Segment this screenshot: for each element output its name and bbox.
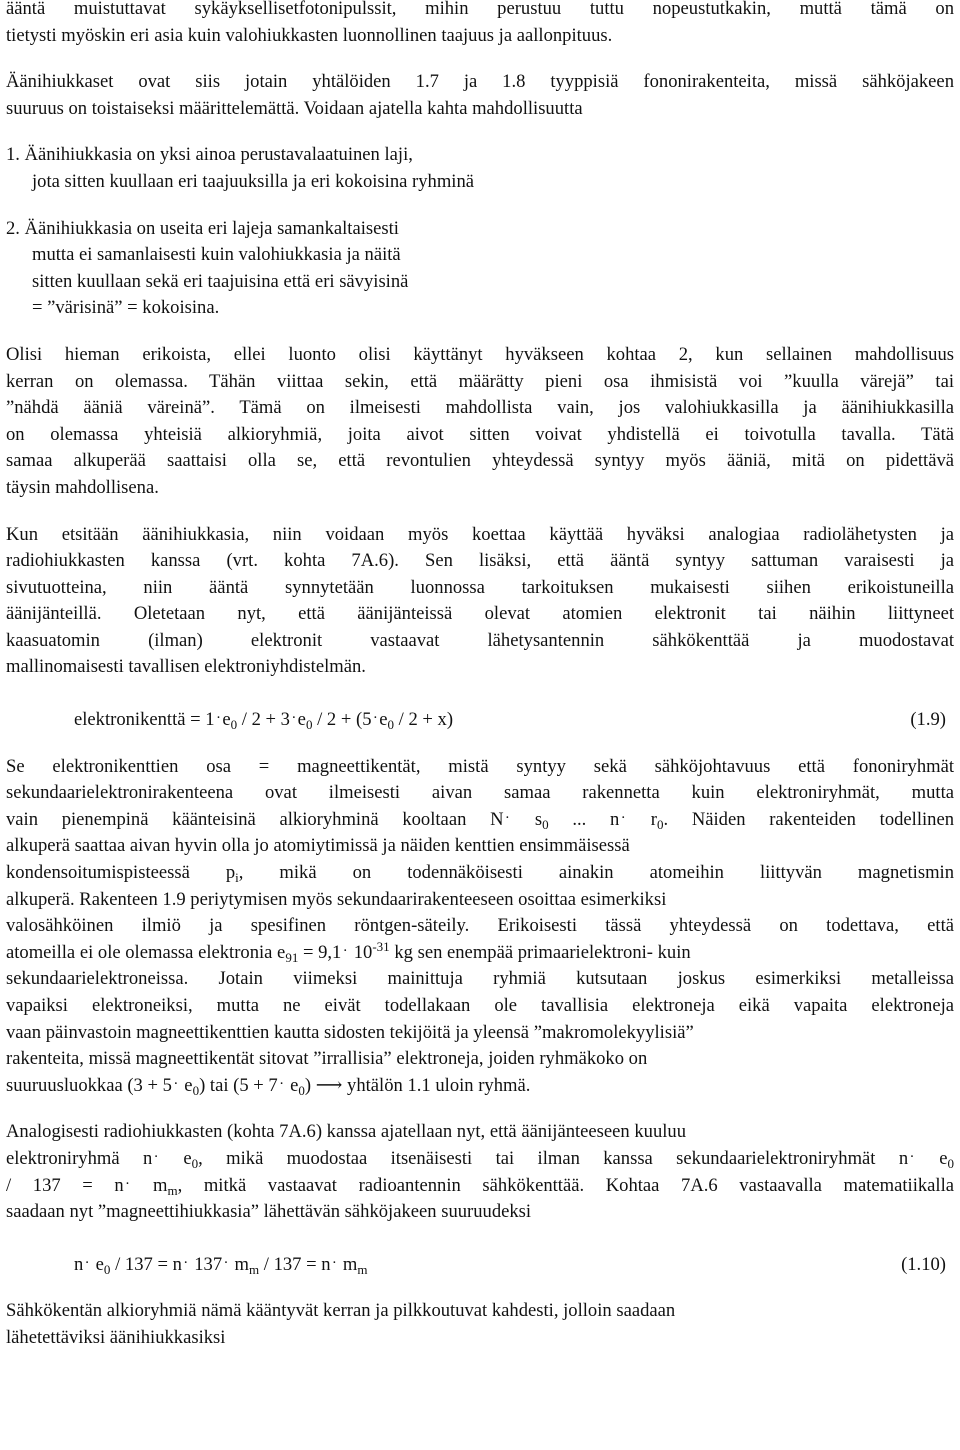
paragraph-phonon-structures — [6, 69, 954, 122]
text-line: mallinomaisesti tavallisen elektroniyhdistelmän. — [6, 656, 366, 678]
text-line: Analogisesti radiohiukkasten (kohta 7A.6) kanssa ajatellaan nyt, että äänijänteeseen kuuluu — [6, 1121, 687, 1143]
paragraph-radio-analogy — [6, 522, 954, 682]
text-line: täysin mahdollisena. — [6, 476, 159, 498]
text-line: vain pienempinä käänteisinä alkioryhminä kooltaan N . $s_0$ ... n . $r_0$. Näiden rakenteiden todellinen — [6, 806, 955, 832]
text-line: sivutuotteina, niin ääntä synnytetään luonnossa tarkoituksen mukaisesti siihen erikoistuneilla — [6, 576, 954, 598]
text-line: valosähköinen ilmiö ja spesifinen röntgen-säteily. Erikoisesti tässä yhteydessä on todettava, että — [6, 915, 954, 937]
text-line: ”nähdä ääniä väreinä”. Tämä on ilmeisesti mahdollista vain, jos valohiukkasilla ja äänihiukkasilla — [6, 397, 954, 419]
text-line: suuruus on toistaiseksi määrittelemättä. Voidaan ajatella kahta mahdollisuutta — [6, 97, 583, 119]
equation-number: (1.9) — [910, 709, 946, 731]
text-line: Äänihiukkaset ovat siis jotain yhtälöiden 1.7 ja 1.8 tyyppisiä fononirakenteita, missä sähköjakeen — [6, 71, 954, 93]
text-line: alkuperä saattaa aivan hyvin olla jo atomiytimissä ja näiden kenttien ensimmäisessä — [6, 835, 630, 857]
text-line: jota sitten kuullaan eri taajuuksilla ja eri kokoisina ryhminä — [32, 170, 475, 192]
text-line: kondensoitumispisteessä $p_i$, mikä on todennäköisesti ainakin atomeihin liittyvän magnetismin — [6, 862, 954, 885]
text-line: sitten kuullaan sekä eri taajuisina että eri sävyisinä — [32, 270, 409, 292]
text-line: Kun etsitään äänihiukkasia, niin voidaan myös koettaa käyttää hyväksi analogiaa radiolähetysten ja — [6, 523, 954, 545]
list-item-2 — [6, 216, 954, 322]
equation-expression: n . $e_0 / 137 = n$ . 137 . $m_m / 137 = n$ . $m_m$ — [74, 1251, 368, 1277]
text-line: 2. Äänihiukkasia on useita eri lajeja samankaltaisesti — [6, 217, 399, 239]
text-line: samaa alkuperää saattaisi olla se, että revontulien yhteydessä syntyy myös ääniä, mitä on pidettävä — [6, 450, 954, 472]
equation-number: (1.10) — [901, 1253, 946, 1275]
text-line: kerran on olemassa. Tähän viittaa sekin, että määrätty pieni osa ihmisistä voi ”kuulla värejä” tai — [6, 370, 954, 392]
text-line: mutta ei samanlaisesti kuin valohiukkasia ja näitä — [32, 244, 401, 266]
paragraph-vocal-cord-analogy — [6, 1119, 954, 1225]
list-item-1 — [6, 142, 954, 195]
text-line: sekundaarielektronirakenteena ovat ilmeisesti aivan samaa rakennetta kuin elektroniryhmät, mutta — [6, 782, 954, 804]
text-line: on olemassa yhteisiä alkioryhmiä, joita aivot sitten voivat yhdistellä ei toivotulla tavalla. Tätä — [6, 423, 954, 445]
paragraph-magnetic-fields — [6, 754, 954, 1100]
equation-1-9 — [6, 707, 954, 734]
paragraph-intro-continued — [6, 0, 954, 49]
text-line: / 137 = n . $m_m$, mitkä vastaavat radioantennin sähkökenttää. Kohtaa 7A.6 vastaavalla matematiikalla — [6, 1171, 954, 1198]
text-line: sekundaarielektroneissa. Jotain viimeksi mainittuja ryhmiä kutsutaan joskus esimerkiksi metalleissa — [6, 968, 954, 990]
text-line: = ”värisinä” = kokoisina. — [32, 297, 220, 319]
text-line: alkuperä. Rakenteen 1.9 periytymisen myös sekundaarirakenteeseen osoittaa esimerkiksi — [6, 888, 667, 910]
paragraph-colors-sounds — [6, 342, 954, 502]
text-line: elektroniryhmä n . $e_0$, mikä muodostaa itsenäisesti tai ilman kanssa sekundaarielektroniryhmät n . $e_0$ — [6, 1145, 954, 1171]
text-line: ääntä muistuttavat sykäyksellisetfotonipulssit, mihin perustuu tuttu nopeustutkakin, muttä tämä on — [6, 0, 954, 19]
text-line: suuruusluokkaa (3 + 5 . $e_0$) tai (5 + 7 . $e_0$) ⟶ yhtälön 1.1 uloin ryhmä. — [6, 1072, 531, 1098]
equation-expression: elektronikenttä = 1 . $e_0 / 2 + 3$ . $e_0 / 2 + (5$ . $e_0 / 2 + x$) — [74, 706, 454, 732]
text-line: Se elektronikenttien osa = magneettikentät, mistä syntyy sekä sähköjohtavuus että fononiryhmät — [6, 755, 954, 777]
text-line: 1. Äänihiukkasia on yksi ainoa perustavalaatuinen laji, — [6, 144, 413, 166]
text-line: kaasuatomin (ilman) elektronit vastaavat lähetysantennin sähkökenttää ja muodostavat — [6, 629, 954, 651]
text-line: Olisi hieman erikoista, ellei luonto olisi käyttänyt hyväkseen kohtaa 2, kun sellainen mahdollisuus — [6, 343, 954, 365]
text-line: äänijänteillä. Oletetaan nyt, että äänijänteissä olevat atomien elektronit tai näihin liittyneet — [6, 603, 954, 625]
text-line: Sähkökentän alkioryhmiä nämä kääntyvät kerran ja pilkkoutuvat kahdesti, jolloin saadaan — [6, 1300, 676, 1322]
text-line: atomeilla ei ole olemassa elektronia $e_{91} = 9,1$ . $10^{-31}$ kg sen enempää primaarielektroni- kuin — [6, 938, 691, 965]
text-line: radiohiukkasten kanssa (vrt. kohta 7A.6). Sen lisäksi, että ääntä syntyy sattuman varaisesti ja — [6, 550, 954, 572]
text-line: vapaiksi elektroneiksi, mutta ne eivät todellakaan ole tavallisia elektroneja eikä vapaita elektroneja — [6, 995, 954, 1016]
text-line: rakenteita, missä magneettikentät sitovat ”irrallisia” elektroneja, joiden ryhmäkoko on — [6, 1048, 648, 1070]
text-line: vaan päinvastoin magneettikenttien kautta sidosten tekijöitä ja yleensä ”makromolekyylisiä” — [6, 1021, 694, 1043]
arrow-icon: ⟶ — [315, 1074, 343, 1096]
equation-1-10 — [6, 1252, 954, 1279]
text-line: lähetettäviksi äänihiukkasiksi — [6, 1326, 226, 1348]
paragraph-final — [6, 1298, 954, 1351]
text-line: saadaan nyt ”magneettihiukkasia” lähettävän sähköjakeen suuruudeksi — [6, 1201, 532, 1223]
text-line: tietysti myöskin eri asia kuin valohiukkasten luonnollinen taajuus ja aallonpituus. — [6, 24, 613, 46]
